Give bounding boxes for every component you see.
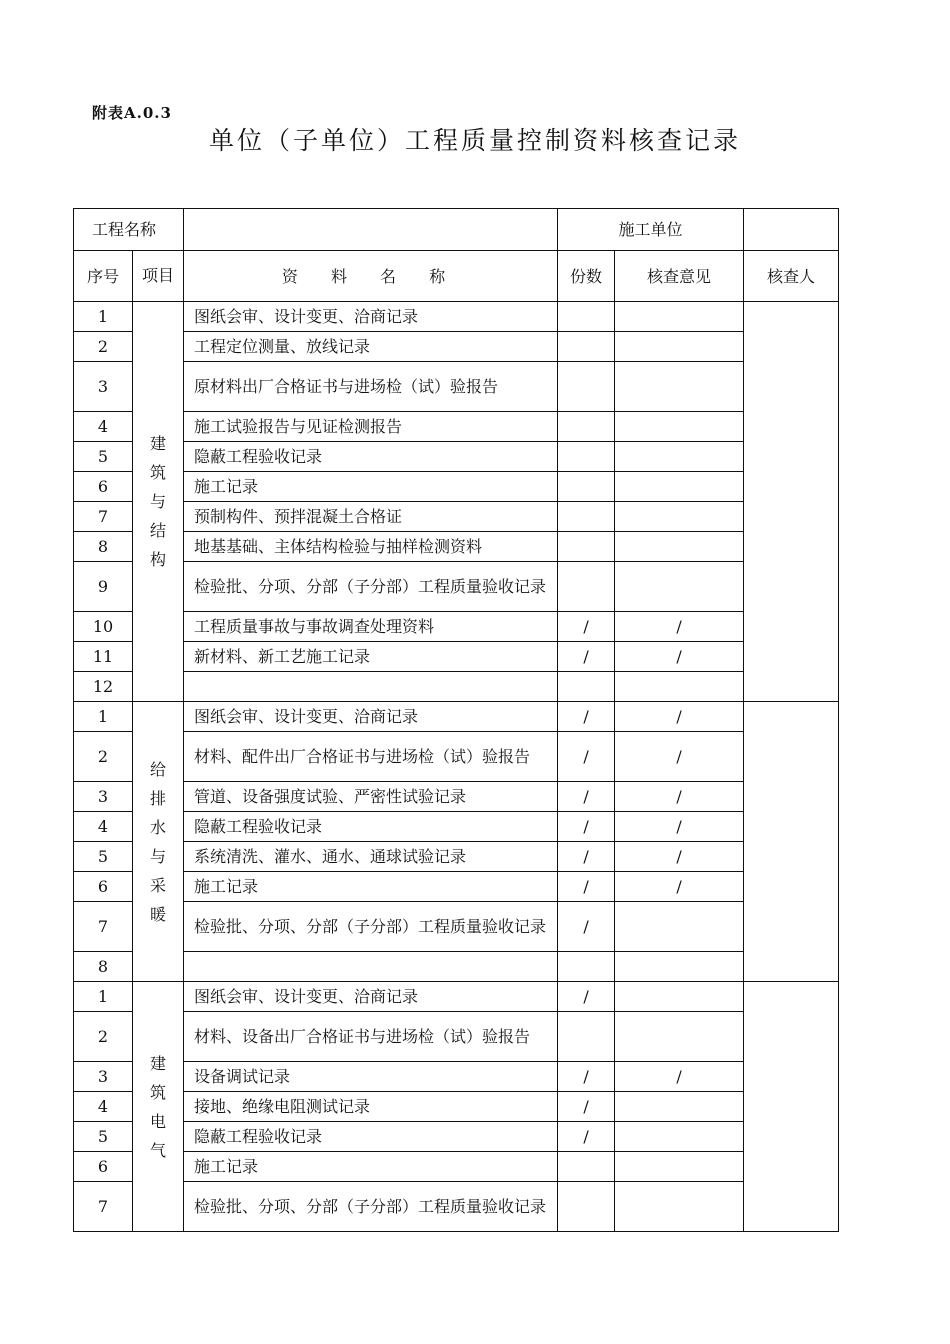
table-row <box>74 952 839 982</box>
row-seq: 7 <box>74 1182 133 1232</box>
row-doc-name: 图纸会审、设计变更、洽商记录 <box>184 982 558 1012</box>
row-seq: 3 <box>74 782 133 812</box>
row-doc-name: 新材料、新工艺施工记录 <box>184 642 558 672</box>
category-char: 建 <box>150 434 167 453</box>
table-row <box>74 1062 839 1092</box>
row-copies[interactable] <box>558 362 615 412</box>
category-char: 筑 <box>150 1082 167 1102</box>
row-copies[interactable] <box>558 442 615 472</box>
row-doc-name: 系统清洗、灌水、通水、通球试验记录 <box>184 842 558 872</box>
row-seq: 5 <box>74 442 133 472</box>
row-seq: 6 <box>74 1152 133 1182</box>
row-seq: 8 <box>74 532 133 562</box>
row-doc-name: 地基基础、主体结构检验与抽样检测资料 <box>184 532 558 562</box>
row-opinion[interactable] <box>615 952 744 982</box>
row-seq: 2 <box>74 1012 133 1062</box>
table-row <box>74 412 839 442</box>
col-header-doc-name: 资 料 名 称 <box>184 251 558 302</box>
column-header-row <box>74 251 839 302</box>
row-opinion[interactable] <box>615 1152 744 1182</box>
row-opinion[interactable] <box>615 902 744 952</box>
table-row <box>74 1012 839 1062</box>
row-copies[interactable]: / <box>558 902 615 952</box>
checker-cell-electrical[interactable] <box>744 982 839 1232</box>
row-seq: 2 <box>74 732 133 782</box>
row-opinion[interactable] <box>615 1012 744 1062</box>
table-row <box>74 302 839 332</box>
table-row <box>74 702 839 732</box>
row-doc-name: 设备调试记录 <box>184 1062 558 1092</box>
category-char: 给 <box>150 759 167 779</box>
row-opinion[interactable] <box>615 472 744 502</box>
row-copies[interactable] <box>558 562 615 612</box>
checker-cell-plumbing-heating[interactable] <box>744 702 839 982</box>
category-char: 结 <box>150 521 167 540</box>
table-row <box>74 642 839 672</box>
checker-cell-building-structure[interactable] <box>744 302 839 702</box>
row-copies[interactable]: / <box>558 982 615 1012</box>
row-opinion[interactable]: / <box>615 732 744 782</box>
row-doc-name: 图纸会审、设计变更、洽商记录 <box>184 302 558 332</box>
row-opinion[interactable]: / <box>615 842 744 872</box>
row-seq: 7 <box>74 502 133 532</box>
row-opinion[interactable]: / <box>615 642 744 672</box>
row-seq: 6 <box>74 472 133 502</box>
row-copies[interactable]: / <box>558 702 615 732</box>
table-row <box>74 782 839 812</box>
row-opinion[interactable]: / <box>615 782 744 812</box>
row-copies[interactable] <box>558 952 615 982</box>
table-row <box>74 1092 839 1122</box>
row-doc-name: 预制构件、预拌混凝土合格证 <box>184 502 558 532</box>
table-row <box>74 812 839 842</box>
col-header-seq: 序号 <box>74 251 133 302</box>
row-copies[interactable] <box>558 332 615 362</box>
category-char: 排 <box>150 788 167 808</box>
row-doc-name: 施工记录 <box>184 872 558 902</box>
category-plumbing-heating <box>133 702 184 982</box>
table-row <box>74 902 839 952</box>
row-seq: 9 <box>74 562 133 612</box>
row-doc-name: 材料、配件出厂合格证书与进场检（试）验报告 <box>184 732 558 782</box>
row-seq: 11 <box>74 642 133 672</box>
row-doc-name: 管道、设备强度试验、严密性试验记录 <box>184 782 558 812</box>
row-opinion[interactable] <box>615 982 744 1012</box>
row-opinion[interactable] <box>615 332 744 362</box>
row-doc-name: 检验批、分项、分部（子分部）工程质量验收记录 <box>184 902 558 952</box>
row-seq: 7 <box>74 902 133 952</box>
row-doc-name: 隐蔽工程验收记录 <box>184 812 558 842</box>
row-seq: 1 <box>74 302 133 332</box>
category-char: 暖 <box>150 904 167 924</box>
project-name-label: 工程名称 <box>74 209 184 251</box>
table-row <box>74 1122 839 1152</box>
table-row <box>74 532 839 562</box>
contractor-label: 施工单位 <box>558 209 744 251</box>
row-copies[interactable] <box>558 1012 615 1062</box>
row-doc-name: 材料、设备出厂合格证书与进场检（试）验报告 <box>184 1012 558 1062</box>
table-row <box>74 442 839 472</box>
col-header-checker: 核查人 <box>744 251 839 302</box>
table-row <box>74 362 839 412</box>
row-doc-name: 施工试验报告与见证检测报告 <box>184 412 558 442</box>
table-row <box>74 502 839 532</box>
category-char: 采 <box>150 875 167 895</box>
table-row <box>74 1182 839 1232</box>
col-header-copies: 份数 <box>558 251 615 302</box>
row-copies[interactable]: / <box>558 782 615 812</box>
table-row <box>74 672 839 702</box>
row-opinion[interactable] <box>615 412 744 442</box>
row-copies[interactable] <box>558 532 615 562</box>
row-copies[interactable] <box>558 412 615 442</box>
row-copies[interactable] <box>558 1152 615 1182</box>
quality-control-table <box>73 208 839 1232</box>
row-seq: 4 <box>74 412 133 442</box>
page-title: 单位（子单位）工程质量控制资料核查记录 <box>208 126 741 155</box>
row-seq: 2 <box>74 332 133 362</box>
info-row <box>74 209 839 251</box>
row-opinion[interactable]: / <box>615 1062 744 1092</box>
row-opinion[interactable] <box>615 1122 744 1152</box>
table-row <box>74 1152 839 1182</box>
table-row <box>74 562 839 612</box>
category-building-structure <box>133 302 184 702</box>
row-copies[interactable]: / <box>558 642 615 672</box>
table-body <box>74 209 839 1232</box>
row-doc-name: 工程定位测量、放线记录 <box>184 332 558 362</box>
table-row <box>74 842 839 872</box>
col-header-opinion: 核查意见 <box>615 251 744 302</box>
category-char: 与 <box>150 846 167 866</box>
project-name-field[interactable] <box>184 209 558 251</box>
category-char: 建 <box>150 1053 167 1073</box>
category-char: 电 <box>150 1111 167 1131</box>
table-row <box>74 732 839 782</box>
table-row <box>74 332 839 362</box>
row-copies[interactable] <box>558 1182 615 1232</box>
row-seq: 1 <box>74 702 133 732</box>
row-opinion[interactable] <box>615 562 744 612</box>
row-opinion[interactable] <box>615 502 744 532</box>
row-seq: 1 <box>74 982 133 1012</box>
row-seq: 5 <box>74 1122 133 1152</box>
row-copies[interactable]: / <box>558 812 615 842</box>
row-copies[interactable] <box>558 472 615 502</box>
table-row <box>74 982 839 1012</box>
row-doc-name: 接地、绝缘电阻测试记录 <box>184 1092 558 1122</box>
row-copies[interactable]: / <box>558 612 615 642</box>
category-char: 气 <box>150 1140 167 1160</box>
row-doc-name <box>184 672 558 702</box>
row-opinion[interactable] <box>615 1182 744 1232</box>
category-char: 与 <box>150 492 167 511</box>
row-copies[interactable] <box>558 672 615 702</box>
row-doc-name: 隐蔽工程验收记录 <box>184 442 558 472</box>
row-copies[interactable]: / <box>558 1092 615 1122</box>
row-doc-name: 工程质量事故与事故调查处理资料 <box>184 612 558 642</box>
row-doc-name: 检验批、分项、分部（子分部）工程质量验收记录 <box>184 1182 558 1232</box>
row-doc-name: 检验批、分项、分部（子分部）工程质量验收记录 <box>184 562 558 612</box>
row-copies[interactable]: / <box>558 842 615 872</box>
category-char: 筑 <box>150 463 167 482</box>
row-copies[interactable]: / <box>558 872 615 902</box>
row-opinion[interactable] <box>615 1092 744 1122</box>
category-char: 构 <box>150 550 167 569</box>
row-seq: 6 <box>74 872 133 902</box>
row-doc-name: 施工记录 <box>184 472 558 502</box>
row-copies[interactable]: / <box>558 1062 615 1092</box>
row-doc-name: 原材料出厂合格证书与进场检（试）验报告 <box>184 362 558 412</box>
category-electrical <box>133 982 184 1232</box>
row-doc-name: 施工记录 <box>184 1152 558 1182</box>
category-char: 水 <box>150 817 167 837</box>
row-seq: 12 <box>74 672 133 702</box>
row-seq: 3 <box>74 1062 133 1092</box>
row-copies[interactable] <box>558 302 615 332</box>
row-doc-name: 隐蔽工程验收记录 <box>184 1122 558 1152</box>
row-seq: 8 <box>74 952 133 982</box>
col-header-item: 项目 <box>133 251 184 302</box>
row-seq: 4 <box>74 1092 133 1122</box>
row-seq: 10 <box>74 612 133 642</box>
row-seq: 3 <box>74 362 133 412</box>
row-opinion[interactable]: / <box>615 872 744 902</box>
row-seq: 5 <box>74 842 133 872</box>
row-opinion[interactable]: / <box>615 812 744 842</box>
row-opinion[interactable] <box>615 442 744 472</box>
row-opinion[interactable] <box>615 532 744 562</box>
table-row <box>74 872 839 902</box>
row-copies[interactable]: / <box>558 732 615 782</box>
row-opinion[interactable] <box>615 672 744 702</box>
row-copies[interactable]: / <box>558 1122 615 1152</box>
row-opinion[interactable] <box>615 302 744 332</box>
appendix-label: 附表A.0.3 <box>92 104 172 122</box>
row-opinion[interactable] <box>615 362 744 412</box>
contractor-field[interactable] <box>744 209 839 251</box>
row-seq: 4 <box>74 812 133 842</box>
row-copies[interactable] <box>558 502 615 532</box>
row-opinion[interactable]: / <box>615 702 744 732</box>
row-doc-name: 图纸会审、设计变更、洽商记录 <box>184 702 558 732</box>
table-row <box>74 612 839 642</box>
row-doc-name <box>184 952 558 982</box>
row-opinion[interactable]: / <box>615 612 744 642</box>
table-row <box>74 472 839 502</box>
